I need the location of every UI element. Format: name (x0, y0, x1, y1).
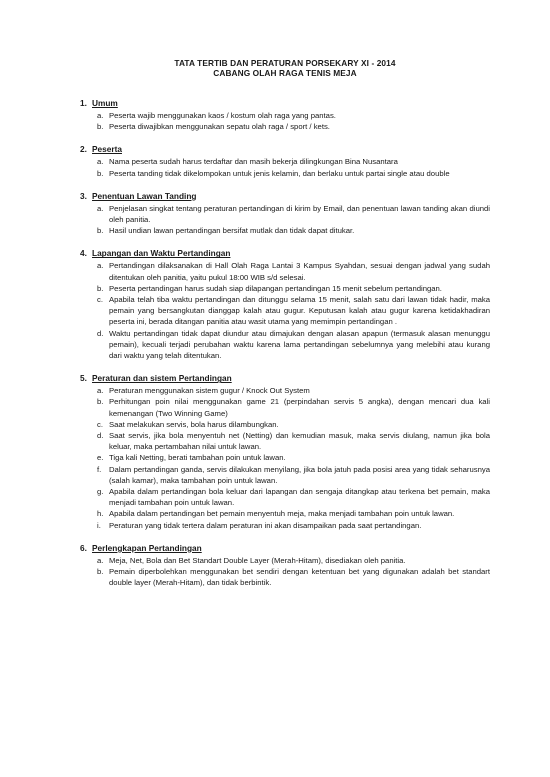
item-text: Peraturan menggunakan sistem gugur / Knock Out System (109, 386, 310, 396)
item-text: Waktu pertandingan tidak dapat diundur atau dimajukan dengan alasan apapun (termasuk alasan menunggu pemain), kecuali terjadi perubahan waktu karena lama pertandingan sebelumnya yang melebihi atau kurang dari waktu yang telah ditentukan. (109, 328, 490, 361)
section-title: Lapangan dan Waktu Pertandingan (92, 248, 231, 259)
list-item (97, 385, 490, 396)
rule-section (80, 543, 490, 589)
section-number: 3. (80, 190, 87, 201)
title-line-2: CABANG OLAH RAGA TENIS MEJA (213, 68, 357, 78)
item-letter: b. (97, 567, 104, 577)
list-item (97, 555, 490, 566)
list-item (97, 156, 490, 167)
item-text: Apabila dalam pertandingan bet pemain menyentuh meja, maka menjadi tambahan poin untuk lawan. (109, 509, 455, 519)
item-letter: h. (97, 509, 104, 519)
item-text: Peserta tanding tidak dikelompokan untuk jenis kelamin, dan berlaku untuk partai single atau double (109, 168, 450, 178)
item-text: Hasil undian lawan pertandingan bersifat mutlak dan tidak dapat ditukar. (109, 226, 355, 236)
section-heading (80, 98, 490, 109)
item-letter: b. (97, 283, 104, 293)
section-number: 6. (80, 542, 87, 553)
item-letter: a. (97, 157, 104, 167)
list-item (97, 168, 490, 179)
rule-section (80, 191, 490, 237)
list-item (97, 508, 490, 519)
item-letter: a. (97, 386, 104, 396)
section-heading (80, 144, 490, 155)
list-item (97, 396, 490, 418)
section-heading (80, 543, 490, 554)
item-text: Tiga kali Netting, berati tambahan poin untuk lawan. (109, 453, 286, 463)
item-letter: d. (97, 431, 104, 441)
section-number: 1. (80, 98, 87, 108)
section-heading (80, 248, 490, 259)
title-line-1: TATA TERTIB DAN PERATURAN PORSEKARY XI - 2014 (174, 58, 396, 68)
list-item (97, 121, 490, 132)
rule-section (80, 248, 490, 361)
section-title: Peraturan dan sistem Pertandingan (92, 373, 232, 384)
item-letter: a. (97, 111, 104, 120)
section-item-list (80, 260, 490, 361)
item-text: Saat melakukan servis, bola harus dilambungkan. (109, 419, 279, 429)
section-number: 5. (80, 373, 87, 384)
section-title: Umum (92, 98, 118, 108)
section-title: Penentuan Lawan Tanding (92, 190, 197, 201)
list-item (97, 566, 490, 588)
item-letter: e. (97, 453, 104, 463)
item-text: Penjelasan singkat tentang peraturan pertandingan di kirim by Email, dan penentuan lawan tanding akan diundi oleh panitia. (109, 203, 490, 225)
list-item (97, 225, 490, 236)
item-text: Peserta wajib menggunakan kaos / kostum olah raga yang pantas. (109, 111, 336, 120)
item-text: Saat servis, jika bola menyentuh net (Netting) dan kemudian masuk, maka servis diulang, namun jika bola keluar, maka pertambahan nilai untuk lawan. (109, 431, 490, 452)
item-letter: b. (97, 226, 104, 236)
list-item (97, 294, 490, 328)
item-letter: f. (97, 464, 102, 474)
section-item-list (80, 555, 490, 589)
list-item (97, 203, 490, 225)
list-item (97, 464, 490, 486)
item-letter: b. (97, 397, 104, 407)
section-title: Peserta (92, 144, 122, 155)
item-text: Peserta diwajibkan menggunakan sepatu olah raga / sport / kets. (109, 122, 330, 132)
item-letter: a. (97, 555, 104, 565)
rule-section (80, 144, 490, 178)
item-text: Apabila telah tiba waktu pertandingan dan ditunggu selama 15 menit, salah satu dari lawan tidak hadir, maka pemain yang bersangkutan dianggap kalah atau gugur. Keputusan kalah atau gugur karena ketidakhadiran peserta ini, berada ditangan panitia atau wasit utama yang memimpin pertandingan . (109, 295, 490, 327)
item-letter: c. (97, 295, 103, 305)
item-letter: i. (97, 520, 101, 530)
section-item-list (80, 203, 490, 237)
item-letter: g. (97, 487, 104, 497)
document-title (80, 58, 490, 78)
rule-section (80, 98, 490, 132)
item-letter: b. (97, 168, 104, 178)
item-text: Peserta pertandingan harus sudah siap dilapangan pertandingan 15 menit sebelum pertandingan. (109, 283, 442, 293)
section-title: Perlengkapan Pertandingan (92, 542, 202, 553)
list-item (97, 452, 490, 463)
section-number: 2. (80, 144, 87, 155)
rules-sections (80, 98, 490, 589)
section-heading (80, 373, 490, 384)
section-item-list (80, 385, 490, 531)
item-text: Pemain diperbolehkan menggunakan bet sendiri dengan ketentuan bet yang digunakan adalah bet standart double layer (Merah-Hitam), dan tidak berbintik. (109, 567, 490, 588)
item-letter: a. (97, 261, 104, 271)
list-item (97, 328, 490, 362)
section-number: 4. (80, 248, 87, 259)
item-letter: d. (97, 328, 104, 338)
section-item-list (80, 110, 490, 132)
list-item (97, 430, 490, 452)
item-letter: b. (97, 122, 104, 132)
rule-section (80, 373, 490, 531)
section-item-list (80, 156, 490, 178)
item-text: Meja, Net, Bola dan Bet Standart Double Layer (Merah-Hitam), disediakan oleh panitia. (109, 555, 406, 565)
list-item (97, 486, 490, 508)
section-heading (80, 191, 490, 202)
list-item (97, 283, 490, 294)
list-item (97, 520, 490, 531)
item-text: Dalam pertandingan ganda, servis dilakukan menyilang, jika bola jatuh pada posisi area yang tidak seharusnya (salah kamar), maka tambahan poin untuk lawan. (109, 464, 490, 485)
item-text: Peraturan yang tidak tertera dalam peraturan ini akan disampaikan pada saat pertandingan. (109, 520, 422, 530)
list-item (97, 110, 490, 121)
item-letter: a. (97, 203, 104, 213)
list-item (97, 419, 490, 430)
list-item (97, 260, 490, 282)
item-text: Apabila dalam pertandingan bola keluar dari lapangan dan sengaja ditangkap atau terkena bet pemain, maka menjadi tambahan poin untuk lawan. (109, 487, 490, 508)
item-text: Perhitungan poin nilai menggunakan game 21 (perpindahan servis 5 angka), dengan mencari dua kali kemenangan (Two Winning Game) (109, 397, 490, 418)
item-letter: c. (97, 419, 103, 429)
item-text: Pertandingan dilaksanakan di Hall Olah Raga Lantai 3 Kampus Syahdan, sesuai dengan jadwal yang sudah ditentukan oleh panitia, yaitu pukul 18:00 WIB s/d selesai. (109, 261, 490, 282)
item-text: Nama peserta sudah harus terdaftar dan masih bekerja dilingkungan Bina Nusantara (109, 157, 398, 167)
